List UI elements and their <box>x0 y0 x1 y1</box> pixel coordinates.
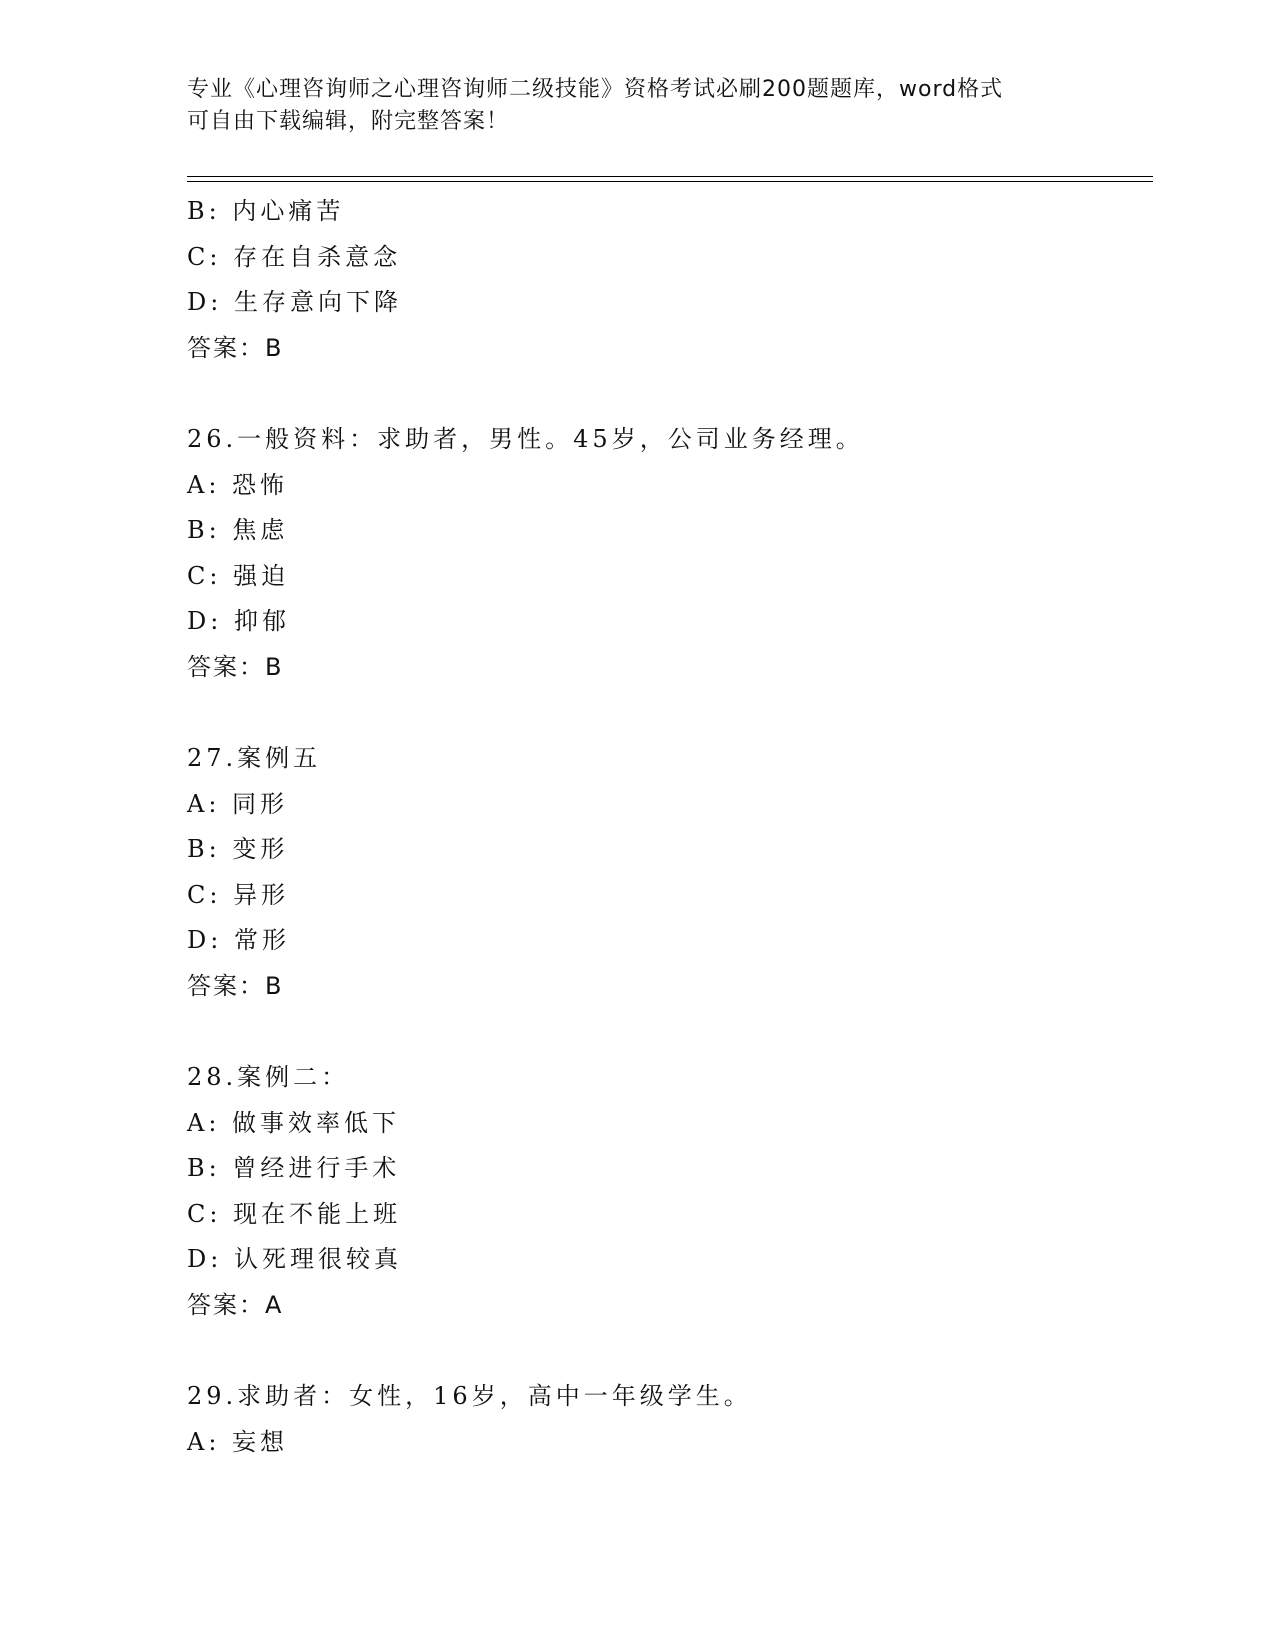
header-rule-top <box>187 176 1153 177</box>
header-rule-bottom <box>187 181 1153 182</box>
answer: 答案：B <box>187 652 284 681</box>
option-a: A: 恐怖 <box>187 470 289 499</box>
answer: 答案：A <box>187 1290 284 1319</box>
option-a: A: 做事效率低下 <box>187 1108 401 1137</box>
option-b: B: 曾经进行手术 <box>187 1154 401 1182</box>
header-line-2: 可自由下载编辑，附完整答案！ <box>187 109 510 134</box>
option-a: A: 同形 <box>187 789 289 818</box>
option-d: D: 生存意向下降 <box>187 288 402 316</box>
answer: 答案：B <box>187 333 284 362</box>
option-d: D: 常形 <box>187 926 290 954</box>
document-header <box>187 74 1087 138</box>
question-stem: 27.案例五 <box>187 744 322 772</box>
question-stem: 26.一般资料：求助者，男性。45岁，公司业务经理。 <box>187 425 864 453</box>
question-25-tail <box>187 189 1147 371</box>
question-29 <box>187 1374 1147 1465</box>
question-28 <box>187 1055 1147 1328</box>
option-b: B: 内心痛苦 <box>187 197 345 225</box>
question-stem: 29.求助者：女性，16岁，高中一年级学生。 <box>187 1382 752 1410</box>
question-26 <box>187 417 1147 690</box>
question-27 <box>187 736 1147 1009</box>
question-stem: 28.案例二： <box>187 1063 350 1091</box>
option-c: C: 强迫 <box>187 561 290 590</box>
option-c: C: 存在自杀意念 <box>187 242 402 271</box>
option-d: D: 抑郁 <box>187 607 290 635</box>
option-c: C: 异形 <box>187 880 290 909</box>
answer: 答案：B <box>187 971 284 1000</box>
option-b: B: 变形 <box>187 835 289 863</box>
question-list <box>187 189 1147 1465</box>
option-c: C: 现在不能上班 <box>187 1199 402 1228</box>
option-a: A: 妄想 <box>187 1427 289 1456</box>
option-d: D: 认死理很较真 <box>187 1245 402 1273</box>
header-line-1: 专业《心理咨询师之心理咨询师二级技能》资格考试必刷200题题库，word格式 <box>187 77 1004 102</box>
option-b: B: 焦虑 <box>187 516 289 544</box>
